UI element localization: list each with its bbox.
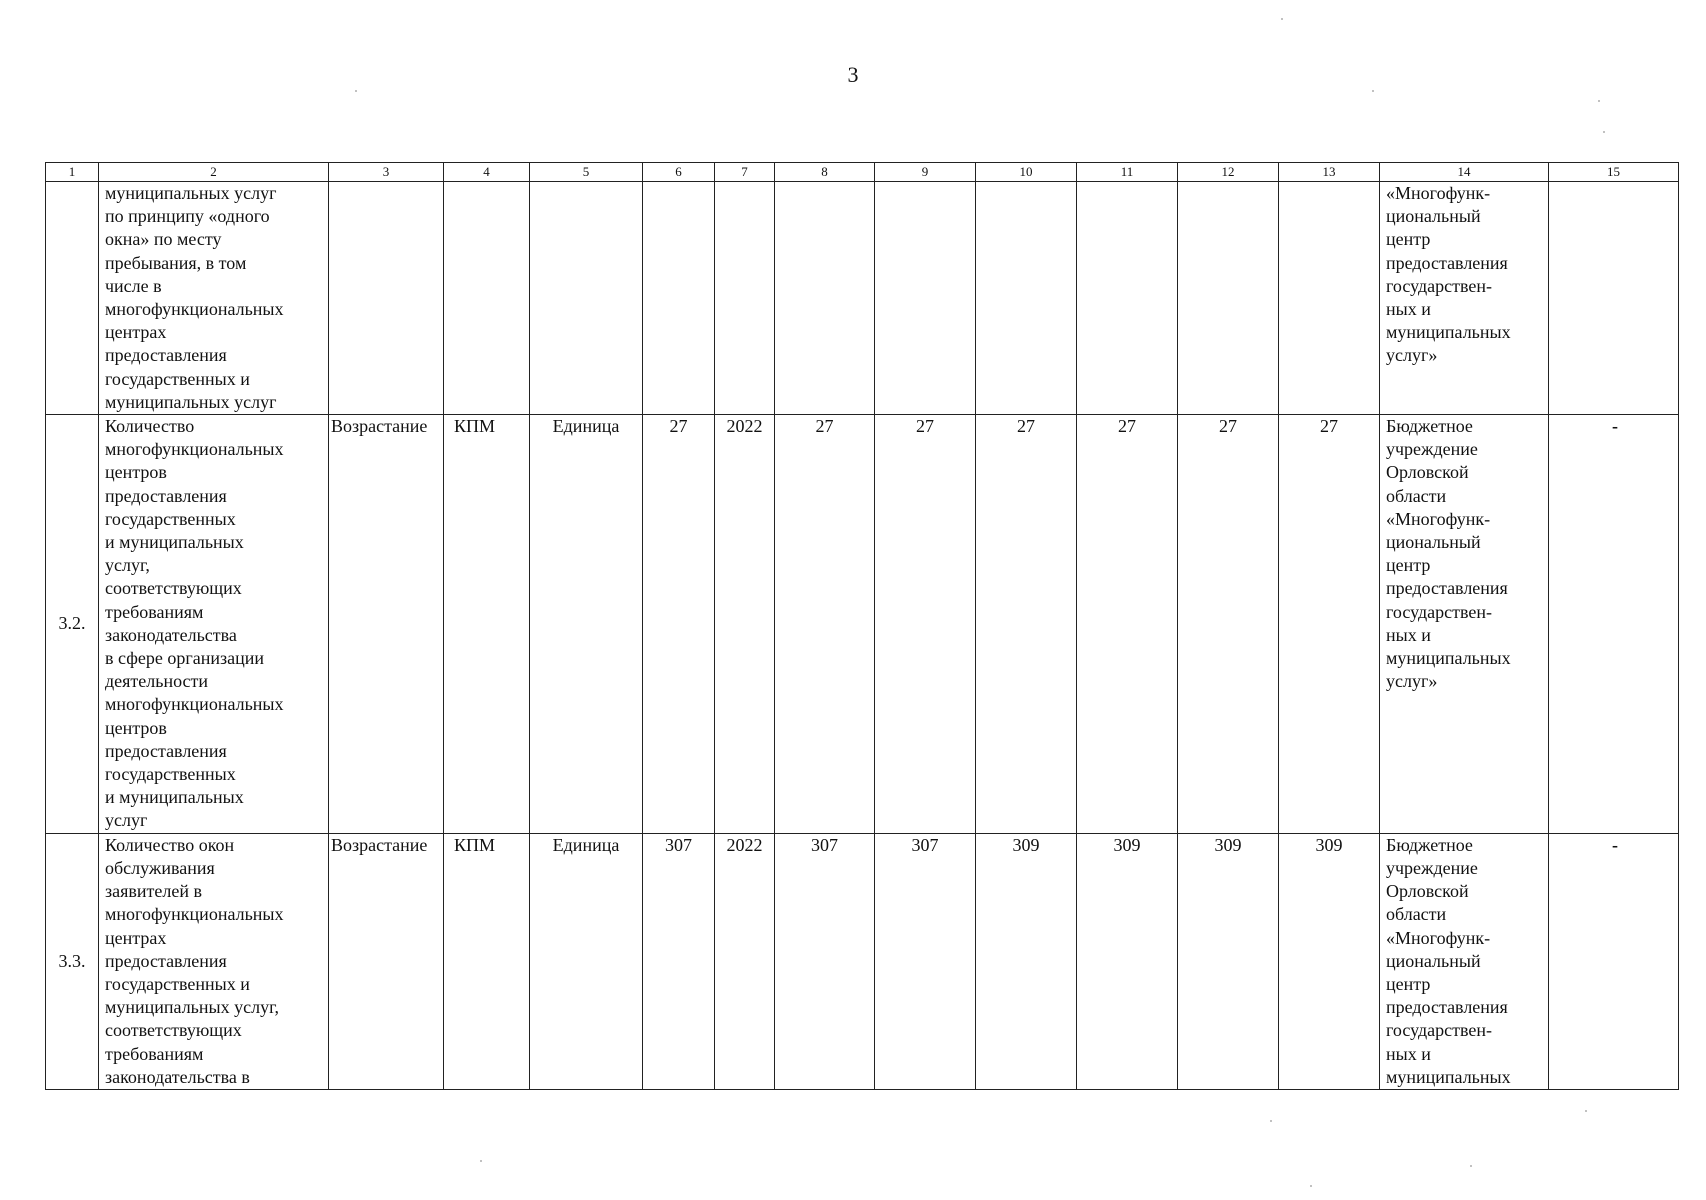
base-value-cell <box>643 182 715 415</box>
table-row <box>46 415 1679 834</box>
responsible-cell: Бюджетное учреждение Орловской области «Многофунк- циональный центр предоставления государствен- ных и муниципальных услуг» <box>1380 415 1549 834</box>
table-row <box>46 833 1679 1089</box>
value-cell: 27 <box>976 415 1077 834</box>
table-header-row <box>46 163 1679 182</box>
trend-cell: Возрастание <box>329 415 444 834</box>
responsible-cell: Бюджетное учреждение Орловской области «Многофунк- циональный центр предоставления государствен- ных и муниципальных <box>1380 833 1549 1089</box>
unit-cell: Единица <box>530 833 643 1089</box>
value-cell: 309 <box>1279 833 1380 1089</box>
value-cell <box>1077 182 1178 415</box>
scan-speck <box>1470 1165 1472 1167</box>
header-cell: 1 <box>46 163 99 182</box>
value-cell <box>1178 182 1279 415</box>
header-cell: 8 <box>775 163 875 182</box>
scan-speck <box>1270 1120 1272 1122</box>
indicators-table <box>45 162 1679 1090</box>
header-cell: 13 <box>1279 163 1380 182</box>
row-number: 3.2. <box>46 415 99 834</box>
scan-speck <box>355 90 357 92</box>
note-cell: - <box>1549 415 1679 834</box>
scan-speck <box>1603 131 1605 133</box>
indicator-name: Количество окон обслуживания заявителей в многофункциональных центрах предоставления государственных и муниципальных услуг, соответствующих требованиям законодательства в <box>99 833 329 1089</box>
scan-speck <box>1372 90 1374 92</box>
indicator-name: Количество многофункциональных центров предоставления государственных и муниципальных услуг, соответствующих требованиям законодательства в сфере организации деятельности многофункциональных центров предоставления государственных и муниципальных услуг <box>99 415 329 834</box>
header-cell: 14 <box>1380 163 1549 182</box>
scan-speck <box>480 1160 482 1162</box>
value-cell: 309 <box>1077 833 1178 1089</box>
trend-cell: Возрастание <box>329 833 444 1089</box>
value-cell: 309 <box>1178 833 1279 1089</box>
scan-speck <box>1310 1185 1312 1187</box>
value-cell: 307 <box>775 833 875 1089</box>
value-cell <box>875 182 976 415</box>
header-cell: 7 <box>715 163 775 182</box>
header-cell: 5 <box>530 163 643 182</box>
level-cell <box>444 182 530 415</box>
trend-cell <box>329 182 444 415</box>
unit-cell: Единица <box>530 415 643 834</box>
header-cell: 10 <box>976 163 1077 182</box>
responsible-cell: «Многофунк- циональный центр предоставления государствен- ных и муниципальных услуг» <box>1380 182 1549 415</box>
base-value-cell: 307 <box>643 833 715 1089</box>
level-cell: КПМ <box>444 833 530 1089</box>
header-cell: 11 <box>1077 163 1178 182</box>
note-cell <box>1549 182 1679 415</box>
value-cell: 309 <box>976 833 1077 1089</box>
header-cell: 3 <box>329 163 444 182</box>
scan-speck <box>1585 1110 1587 1112</box>
value-cell: 27 <box>1279 415 1380 834</box>
value-cell: 307 <box>875 833 976 1089</box>
header-cell: 15 <box>1549 163 1679 182</box>
table-row <box>46 182 1679 415</box>
value-cell <box>976 182 1077 415</box>
indicator-name: муниципальных услуг по принципу «одного окна» по месту пребывания, в том числе в многофункциональных центрах предоставления государственных и муниципальных услуг <box>99 182 329 415</box>
header-cell: 12 <box>1178 163 1279 182</box>
value-cell: 27 <box>875 415 976 834</box>
value-cell <box>1279 182 1380 415</box>
base-year-cell: 2022 <box>715 415 775 834</box>
value-cell: 27 <box>1077 415 1178 834</box>
base-year-cell: 2022 <box>715 833 775 1089</box>
scan-speck <box>1598 100 1600 102</box>
unit-cell <box>530 182 643 415</box>
level-cell: КПМ <box>444 415 530 834</box>
header-cell: 6 <box>643 163 715 182</box>
page-number: 3 <box>847 62 859 87</box>
scan-speck <box>1281 18 1283 20</box>
value-cell <box>775 182 875 415</box>
header-cell: 4 <box>444 163 530 182</box>
note-cell: - <box>1549 833 1679 1089</box>
header-cell: 2 <box>99 163 329 182</box>
value-cell: 27 <box>1178 415 1279 834</box>
row-number: 3.3. <box>46 833 99 1089</box>
row-number <box>46 182 99 415</box>
value-cell: 27 <box>775 415 875 834</box>
header-cell: 9 <box>875 163 976 182</box>
base-value-cell: 27 <box>643 415 715 834</box>
base-year-cell <box>715 182 775 415</box>
